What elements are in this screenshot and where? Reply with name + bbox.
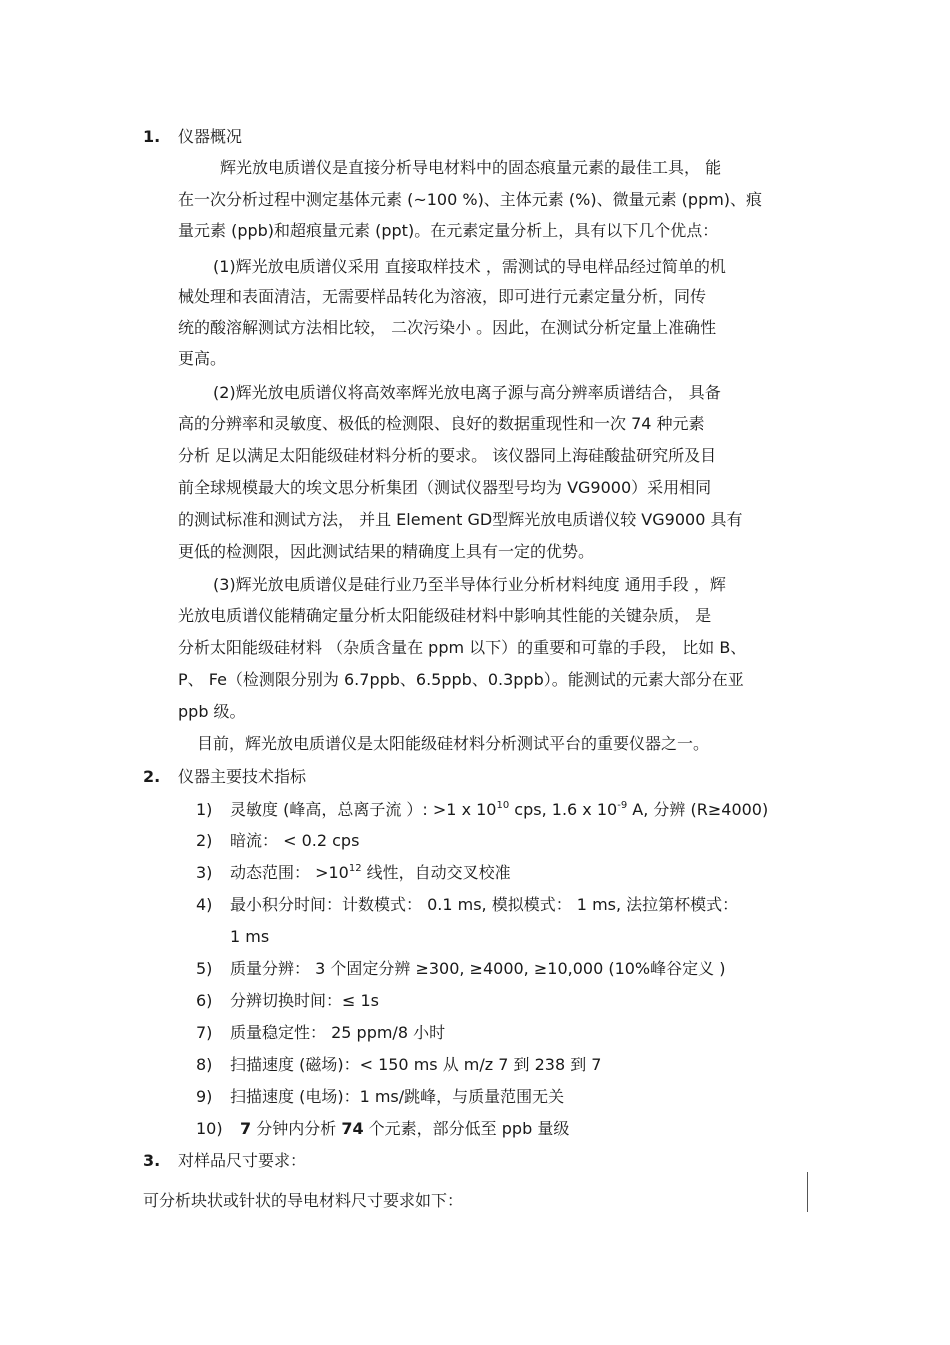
- s1-p3-line-1: (3)辉光放电质谱仪是硅行业乃至半导体行业分析材料纯度 通用手段 ，辉: [213, 575, 726, 594]
- section-3-number: 3.: [143, 1151, 161, 1170]
- spec-10-number: 10): [196, 1119, 223, 1138]
- s1-p1-line-2: 械处理和表面清洁，无需要样品转化为溶液，即可进行元素定量分析，同传: [178, 287, 707, 306]
- spec-2-dark-current: 暗流： < 0.2 cps: [230, 831, 360, 850]
- vertical-rule: [807, 1172, 808, 1212]
- spec-9-number: 9): [196, 1087, 213, 1106]
- s1-p2-line-1: (2)辉光放电质谱仪将高效率辉光放电离子源与高分辨率质谱结合， 具备: [213, 383, 721, 402]
- spec-8-number: 8): [196, 1055, 213, 1074]
- spec-4-number: 4): [196, 895, 213, 914]
- section-3-title: 对样品尺寸要求：: [178, 1151, 307, 1170]
- section-2-number: 2.: [143, 767, 161, 786]
- section-1-number: 1.: [143, 127, 161, 146]
- spec-7-mass-stability: 质量稳定性： 25 ppm/8 小时: [230, 1023, 446, 1042]
- spec-3-number: 3): [196, 863, 213, 882]
- spec-6-switch-time: 分辨切换时间：≤ 1s: [230, 991, 380, 1010]
- s1-p2-line-4: 前全球规模最大的埃文思分析集团（测试仪器型号均为 VG9000）采用相同: [178, 478, 712, 497]
- s1-p2-line-2: 高的分辨率和灵敏度、极低的检测限、良好的数据重现性和一次 74 种元素: [178, 414, 705, 433]
- spec-9-scan-speed-electric: 扫描速度 (电场)：1 ms/跳峰，与质量范围无关: [230, 1087, 565, 1106]
- spec-4-integration-time: 最小积分时间：计数模式： 0.1 ms, 模拟模式： 1 ms, 法拉第杯模式：: [230, 895, 739, 914]
- s1-p3-line-2: 光放电质谱仪能精确定量分析太阳能级硅材料中影响其性能的关键杂质， 是: [178, 606, 712, 625]
- s1-summary: 目前，辉光放电质谱仪是太阳能级硅材料分析测试平台的重要仪器之一。: [197, 734, 710, 753]
- s1-intro-line-3: 量元素 (ppb)和超痕量元素 (ppt)。在元素定量分析上，具有以下几个优点：: [178, 221, 719, 240]
- spec-1-sensitivity: 灵敏度 (峰高，总离子流 ）: >1 x $10^{10}$ cps, 1.6 x $10^{-9}$ A, 分辨 (R≥4000): [230, 800, 769, 819]
- section-2-title: 仪器主要技术指标: [178, 767, 307, 786]
- spec-8-scan-speed-magnetic: 扫描速度 (磁场)：< 150 ms 从 m/z 7 到 238 到 7: [230, 1055, 602, 1074]
- s1-p1-line-3: 统的酸溶解测试方法相比较， 二次污染小 。因此，在测试分析定量上准确性: [178, 318, 717, 337]
- spec-10-analysis-speed: 7 分钟内分析 74 个元素，部分低至 ppb 量级: [240, 1119, 570, 1138]
- section-1-title: 仪器概况: [178, 127, 243, 146]
- s1-p2-line-3: 分析 足以满足太阳能级硅材料分析的要求。 该仪器同上海硅酸盐研究所及目: [178, 446, 717, 465]
- s3-body: 可分析块状或针状的导电材料尺寸要求如下：: [143, 1191, 464, 1210]
- spec-4-continuation: 1 ms: [230, 927, 270, 946]
- s1-p3-line-5: ppb 级。: [178, 702, 246, 721]
- s1-p3-line-3: 分析太阳能级硅材料 （杂质含量在 ppm 以下）的重要和可靠的手段， 比如 B、: [178, 638, 747, 657]
- s1-p1-line-1: (1)辉光放电质谱仪采用 直接取样技术 ，需测试的导电样品经过简单的机: [213, 257, 726, 276]
- s1-p2-line-6: 更低的检测限，因此测试结果的精确度上具有一定的优势。: [178, 542, 595, 561]
- s1-p1-line-4: 更高。: [178, 349, 227, 368]
- spec-7-number: 7): [196, 1023, 213, 1042]
- spec-5-mass-resolution: 质量分辨： 3 个固定分辨 ≥300, ≥4000, ≥10,000 (10%峰谷定义 ): [230, 959, 726, 978]
- s1-p3-line-4: P、 Fe（检测限分别为 6.7ppb、6.5ppb、0.3ppb）。能测试的元素大部分在亚: [178, 670, 744, 689]
- spec-5-number: 5): [196, 959, 213, 978]
- s1-p2-line-5: 的测试标准和测试方法， 并且 Element GD型辉光放电质谱仪较 VG9000 具有: [178, 510, 743, 529]
- s1-intro-line-1: 辉光放电质谱仪是直接分析导电材料中的固态痕量元素的最佳工具， 能: [220, 158, 722, 177]
- spec-6-number: 6): [196, 991, 213, 1010]
- s1-intro-line-2: 在一次分析过程中测定基体元素 (~100 %)、主体元素 (%)、微量元素 (ppm)、痕: [178, 190, 763, 209]
- spec-2-number: 2): [196, 831, 213, 850]
- spec-3-dynamic-range: 动态范围： $>10^{12}$ 线性，自动交叉校准: [230, 863, 511, 882]
- spec-1-number: 1): [196, 800, 213, 819]
